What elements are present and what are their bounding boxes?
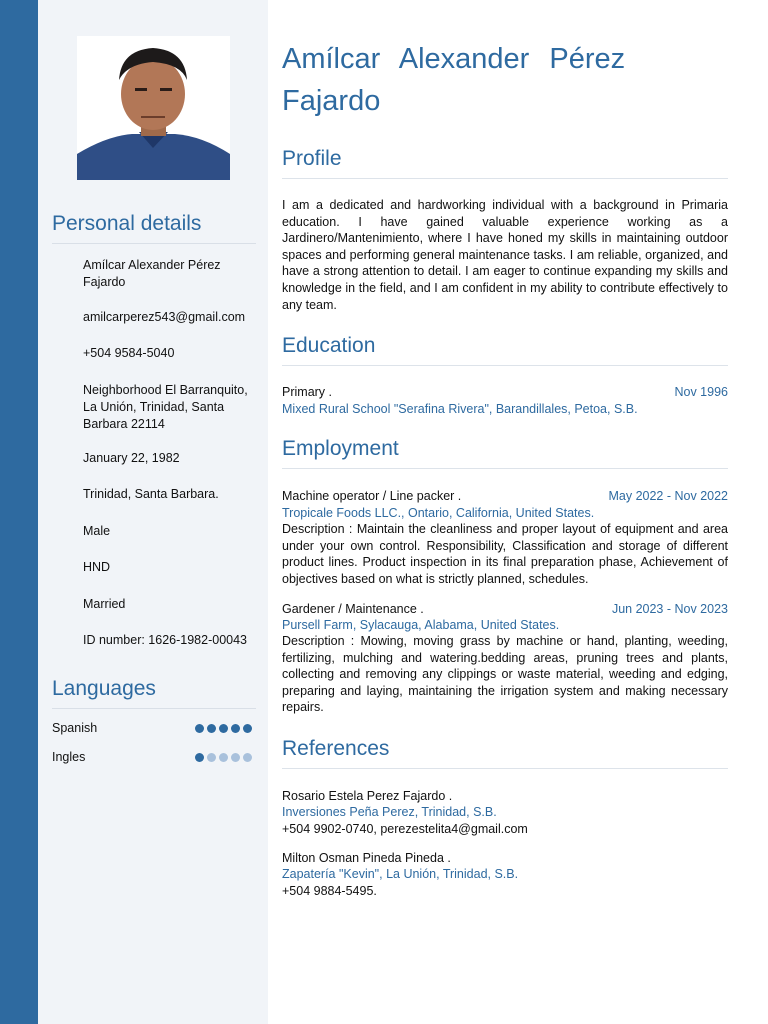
personal-marital-status: Married xyxy=(83,597,126,611)
education-title: Primary . xyxy=(282,385,332,399)
language-name: Spanish xyxy=(52,721,98,735)
profile-text: I am a dedicated and hardworking individual with a background in Primaria education. I have gained valuable experience working as a Jardinero/Mantenimiento, where I have honed my skills in maintaining outdoor spaces and performing general maintenance tasks. I am reliable, organized, and have a strong attention to detail. I am eager to continue expanding my skills and knowledge in the field, and I am confident in my ability to contribute effectively to any team. xyxy=(282,198,728,312)
education-date: Nov 1996 xyxy=(674,385,728,399)
level-dot-empty xyxy=(231,753,240,762)
employment-item xyxy=(282,601,728,618)
reference-organization: Zapatería "Kevin", La Unión, Trinidad, S.B. xyxy=(282,867,519,881)
employment-place: Pursell Farm, Sylacauga, Alabama, United States. xyxy=(282,618,560,632)
employment-date: May 2022 - Nov 2022 xyxy=(608,489,728,503)
profile-heading: Profile xyxy=(282,147,342,170)
reference-contact: +504 9902-0740, perezestelita4@gmail.com xyxy=(282,822,528,836)
divider xyxy=(282,768,728,769)
language-name: Ingles xyxy=(52,750,86,764)
personal-phone: +504 9584-5040 xyxy=(83,346,175,360)
level-dot-empty xyxy=(243,753,252,762)
personal-id-number: ID number: 1626-1982-00043 xyxy=(83,633,248,647)
level-dot-filled xyxy=(243,724,252,733)
personal-name: Amílcar Alexander Pérez Fajardo xyxy=(83,258,221,289)
level-dot-empty xyxy=(219,753,228,762)
education-heading: Education xyxy=(282,334,376,357)
personal-birthdate: January 22, 1982 xyxy=(83,451,180,465)
person-portrait-icon xyxy=(77,36,230,180)
level-dot-filled xyxy=(219,724,228,733)
level-dot-filled xyxy=(195,753,204,762)
reference-contact: +504 9884-5495. xyxy=(282,884,377,898)
personal-address: Neighborhood El Barranquito, La Unión, Trinidad, Santa Barbara 22114 xyxy=(83,383,248,431)
education-item xyxy=(282,384,728,401)
languages-heading: Languages xyxy=(52,677,156,700)
personal-email: amilcarperez543@gmail.com xyxy=(83,310,246,324)
employment-heading: Employment xyxy=(282,437,399,460)
employment-item xyxy=(282,488,728,505)
employment-title: Machine operator / Line packer . xyxy=(282,489,462,503)
language-level-dots xyxy=(195,724,252,733)
divider xyxy=(52,708,256,709)
employment-date: Jun 2023 - Nov 2023 xyxy=(611,602,728,616)
accent-bar xyxy=(0,0,38,1024)
level-dot-filled xyxy=(195,724,204,733)
personal-details-heading: Personal details xyxy=(52,212,202,235)
profile-photo xyxy=(77,36,230,180)
candidate-name: Amílcar Alexander Pérez Fajardo xyxy=(282,43,626,117)
reference-name: Rosario Estela Perez Fajardo . xyxy=(282,789,453,803)
education-place: Mixed Rural School "Serafina Rivera", Barandillales, Petoa, S.B. xyxy=(282,402,638,416)
reference-name: Milton Osman Pineda Pineda . xyxy=(282,851,451,865)
language-level-dots xyxy=(195,753,252,762)
personal-gender: Male xyxy=(83,524,111,538)
employment-description: Description : Maintain the cleanliness and proper layout of equipment and area under your own control. Responsibility, Classification and storage of different product lines. Product inspection in its final preparation phase, Achievement of objectives based on what is strictly planned, schedules. xyxy=(282,522,728,586)
personal-nationality: HND xyxy=(83,560,111,574)
reference-organization: Inversiones Peña Perez, Trinidad, S.B. xyxy=(282,805,497,819)
divider xyxy=(282,468,728,469)
personal-birthplace: Trinidad, Santa Barbara. xyxy=(83,487,219,501)
divider xyxy=(282,365,728,366)
employment-title: Gardener / Maintenance . xyxy=(282,602,424,616)
level-dot-filled xyxy=(207,724,216,733)
level-dot-empty xyxy=(207,753,216,762)
level-dot-filled xyxy=(231,724,240,733)
divider xyxy=(52,243,256,244)
divider xyxy=(282,178,728,179)
references-heading: References xyxy=(282,737,390,760)
employment-place: Tropicale Foods LLC., Ontario, California, United States. xyxy=(282,506,595,520)
employment-description: Description : Mowing, moving grass by machine or hand, planting, weeding, fertilizing, mulching and watering.bedding areas, pruning trees and plants, collecting and removing any clippings or waste material, weeding and edging, preparing and laying, maintaining the irrigation system and making necessary repairs. xyxy=(282,634,728,715)
